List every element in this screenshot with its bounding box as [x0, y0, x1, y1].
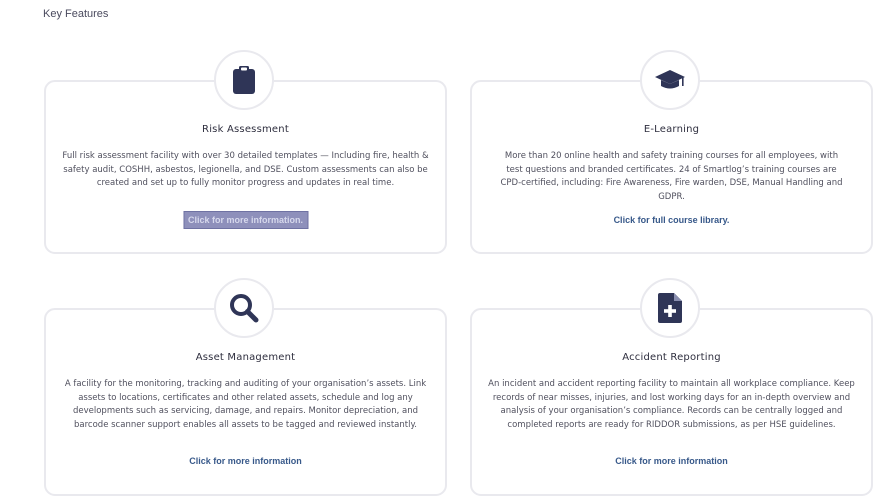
card-title: E-Learning	[643, 124, 700, 135]
card-title: Accident Reporting	[622, 352, 721, 363]
more-information-link[interactable]: Click for more information.	[183, 211, 308, 229]
card-description: More than 20 online health and safety training courses for all employees, with test questions and branded certificates. 24 of Smartlog’s training courses are CPD-certified, including: Fire Awareness, Fire warden, DSE, Manual Handling and GDPR.	[500, 151, 843, 203]
feature-card-accident-reporting	[470, 308, 873, 496]
course-library-link[interactable]: Click for full course library.	[613, 215, 730, 225]
card-description: A facility for the monitoring, tracking and auditing of your organisation’s assets. Link assets to locations, certificates and other related assets, schedule and log any developments such as servicing, damage, and repairs. Monitor depreciation, and barcode scanner support enables all assets to be tagged and reviewed instantly.	[64, 379, 427, 431]
feature-card-asset-management	[44, 308, 447, 496]
icon-circle	[640, 50, 700, 110]
feature-card-risk-assessment	[44, 80, 447, 254]
search-icon	[229, 293, 259, 323]
card-description: Full risk assessment facility with over 30 detailed templates — Including fire, health & safety audit, COSHH, asbestos, legionella, and DSE. Custom assessments can also be created and set up to fully monitor progress and updates in real time.	[62, 151, 429, 189]
icon-circle	[640, 278, 700, 338]
more-information-link[interactable]: Click for more information	[615, 456, 728, 466]
section-title: Key Features	[43, 8, 109, 20]
clipboard-icon	[232, 66, 256, 94]
medical-document-icon	[658, 293, 682, 323]
icon-circle	[214, 50, 274, 110]
card-description: An incident and accident reporting facility to maintain all workplace compliance. Keep records of near misses, injuries, and lost working days for an in-depth overview and analysis of your organisation’s compliance. Records can be centrally logged and completed reports are ready for RIDDOR submissions, as per HSE guidelines.	[488, 379, 855, 431]
more-information-link[interactable]: Click for more information	[189, 456, 302, 466]
feature-card-e-learning	[470, 80, 873, 254]
icon-circle	[214, 278, 274, 338]
card-title: Asset Management	[195, 352, 296, 363]
card-title: Risk Assessment	[202, 124, 289, 135]
graduation-cap-icon	[654, 69, 686, 91]
